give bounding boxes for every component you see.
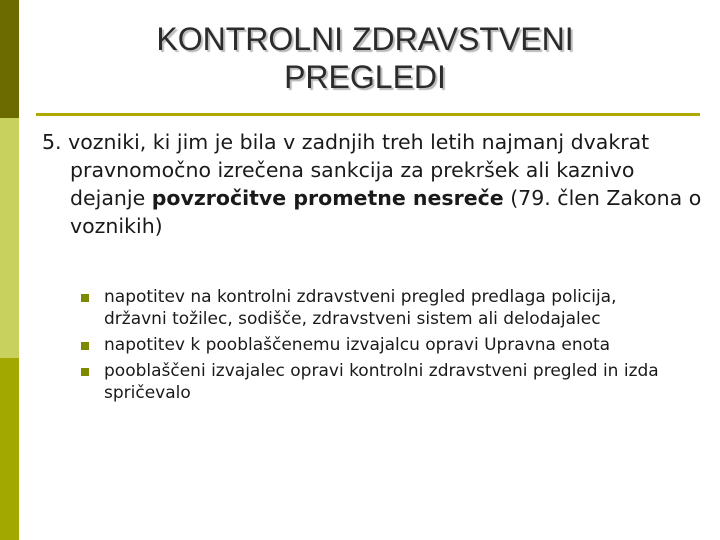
sidebar-segment-bottom: [0, 358, 19, 540]
list-item-text: pooblaščeni izvajalec opravi kontrolni zdravstveni pregled in izda spričevalo: [104, 361, 659, 403]
square-bullet-icon: [81, 368, 89, 376]
main-point-text: 5. vozniki, ki jim je bila v zadnjih treh letih najmanj dvakrat pravnomočno izrečena sankcija za prekršek ali kaznivo dejanje: [42, 130, 650, 210]
main-point: [42, 128, 710, 240]
list-item: [78, 286, 678, 330]
title-divider: [36, 113, 700, 116]
square-bullet-icon: [81, 294, 89, 302]
square-bullet-icon: [81, 342, 89, 350]
decorative-sidebar: [0, 0, 19, 540]
sub-bullet-list: [78, 286, 678, 408]
list-item-text: napotitev k pooblaščenemu izvajalcu opravi Upravna enota: [104, 335, 611, 355]
slide-title-line-2: PREGLEDI: [284, 59, 446, 95]
list-item-text: napotitev na kontrolni zdravstveni pregled predlaga policija, državni tožilec, sodišče, zdravstveni sistem ali delodajalec: [104, 287, 617, 329]
list-item: [78, 334, 678, 356]
main-point-emphasis: povzročitve prometne nesreče: [151, 186, 504, 210]
slide-title: [40, 20, 690, 96]
main-point-reference: (79. člen Zakona o voznikih): [70, 186, 702, 238]
sidebar-segment-top: [0, 0, 19, 118]
sidebar-segment-middle: [0, 118, 19, 358]
slide-title-line-1: KONTROLNI ZDRAVSTVENI: [156, 21, 574, 57]
list-item: [78, 360, 678, 404]
